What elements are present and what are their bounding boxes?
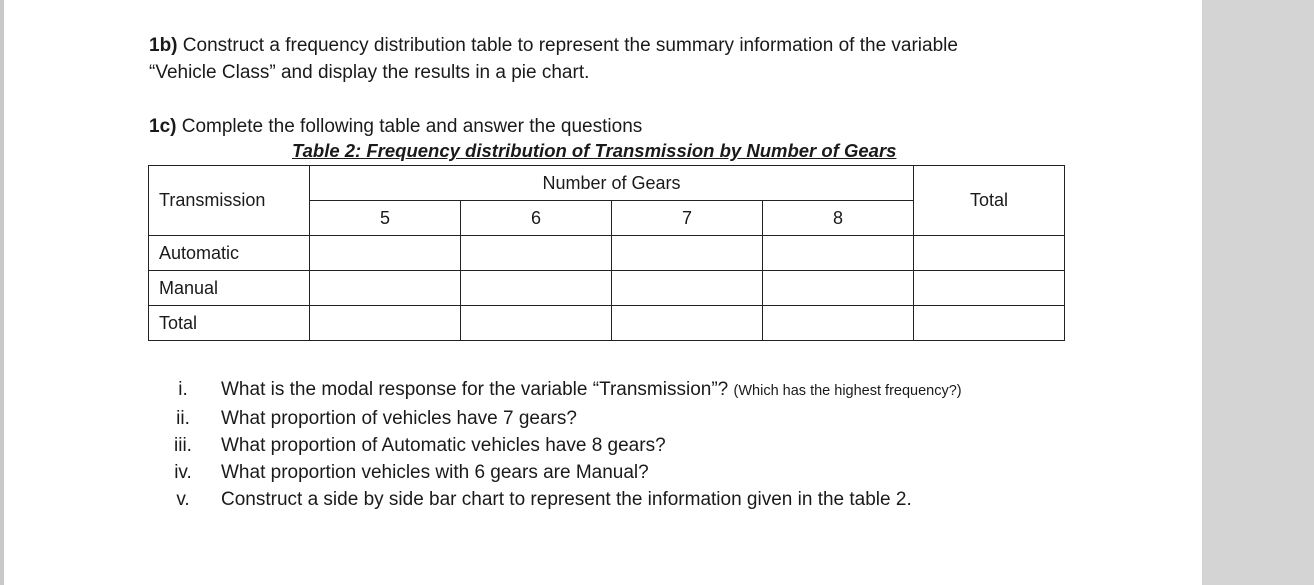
table-cell — [612, 236, 763, 271]
question-number: iv. — [174, 462, 192, 483]
table-cell — [914, 236, 1065, 271]
table-cell — [461, 306, 612, 341]
gear-8-header: 8 — [763, 201, 914, 236]
question-1b — [149, 32, 1069, 86]
list-item — [154, 486, 962, 513]
row-label-manual: Manual — [149, 271, 310, 306]
table-cell — [612, 306, 763, 341]
table-cell — [914, 306, 1065, 341]
list-item — [154, 459, 962, 486]
list-item — [154, 376, 962, 405]
table-cell — [461, 236, 612, 271]
table-row — [149, 306, 1065, 341]
table-cell — [914, 271, 1065, 306]
question-text: What proportion vehicles with 6 gears are Manual? — [221, 462, 649, 483]
table-header-row — [149, 166, 1065, 201]
question-1c — [149, 113, 642, 140]
question-number: v. — [176, 489, 190, 510]
transmission-header: Transmission — [149, 166, 310, 236]
list-item — [154, 405, 962, 432]
table-cell — [310, 306, 461, 341]
list-item — [154, 432, 962, 459]
table-cell — [310, 271, 461, 306]
table-caption: Table 2: Frequency distribution of Transmission by Number of Gears — [292, 140, 897, 161]
question-list — [154, 376, 962, 513]
question-1b-label: 1b) — [149, 35, 178, 56]
frequency-table — [148, 165, 1065, 341]
question-text: What is the modal response for the variable “Transmission”? — [221, 379, 729, 400]
table-cell — [461, 271, 612, 306]
table-cell — [763, 236, 914, 271]
question-1c-label: 1c) — [149, 116, 177, 137]
question-1b-text-line1: Construct a frequency distribution table to represent the summary information of the variable — [182, 35, 958, 56]
question-number: ii. — [176, 408, 190, 429]
total-header: Total — [914, 166, 1065, 236]
question-text: What proportion of vehicles have 7 gears? — [221, 408, 577, 429]
table-cell — [763, 271, 914, 306]
table-row — [149, 271, 1065, 306]
number-of-gears-header: Number of Gears — [310, 166, 914, 201]
question-text-wrap — [221, 376, 962, 405]
document-page — [4, 0, 1202, 585]
table-cell — [763, 306, 914, 341]
question-number: iii. — [174, 435, 192, 456]
question-1b-text-line2: “Vehicle Class” and display the results in a pie chart. — [149, 62, 590, 83]
question-1c-text: Complete the following table and answer the questions — [181, 116, 643, 137]
question-text: What proportion of Automatic vehicles have 8 gears? — [221, 435, 666, 456]
gear-6-header: 6 — [461, 201, 612, 236]
gear-7-header: 7 — [612, 201, 763, 236]
question-note: (Which has the highest frequency?) — [733, 383, 962, 399]
question-text: Construct a side by side bar chart to represent the information given in the table 2. — [221, 489, 912, 510]
table-cell — [310, 236, 461, 271]
table-row — [149, 236, 1065, 271]
row-label-total: Total — [149, 306, 310, 341]
gear-5-header: 5 — [310, 201, 461, 236]
row-label-automatic: Automatic — [149, 236, 310, 271]
question-number: i. — [178, 379, 188, 400]
table-cell — [612, 271, 763, 306]
